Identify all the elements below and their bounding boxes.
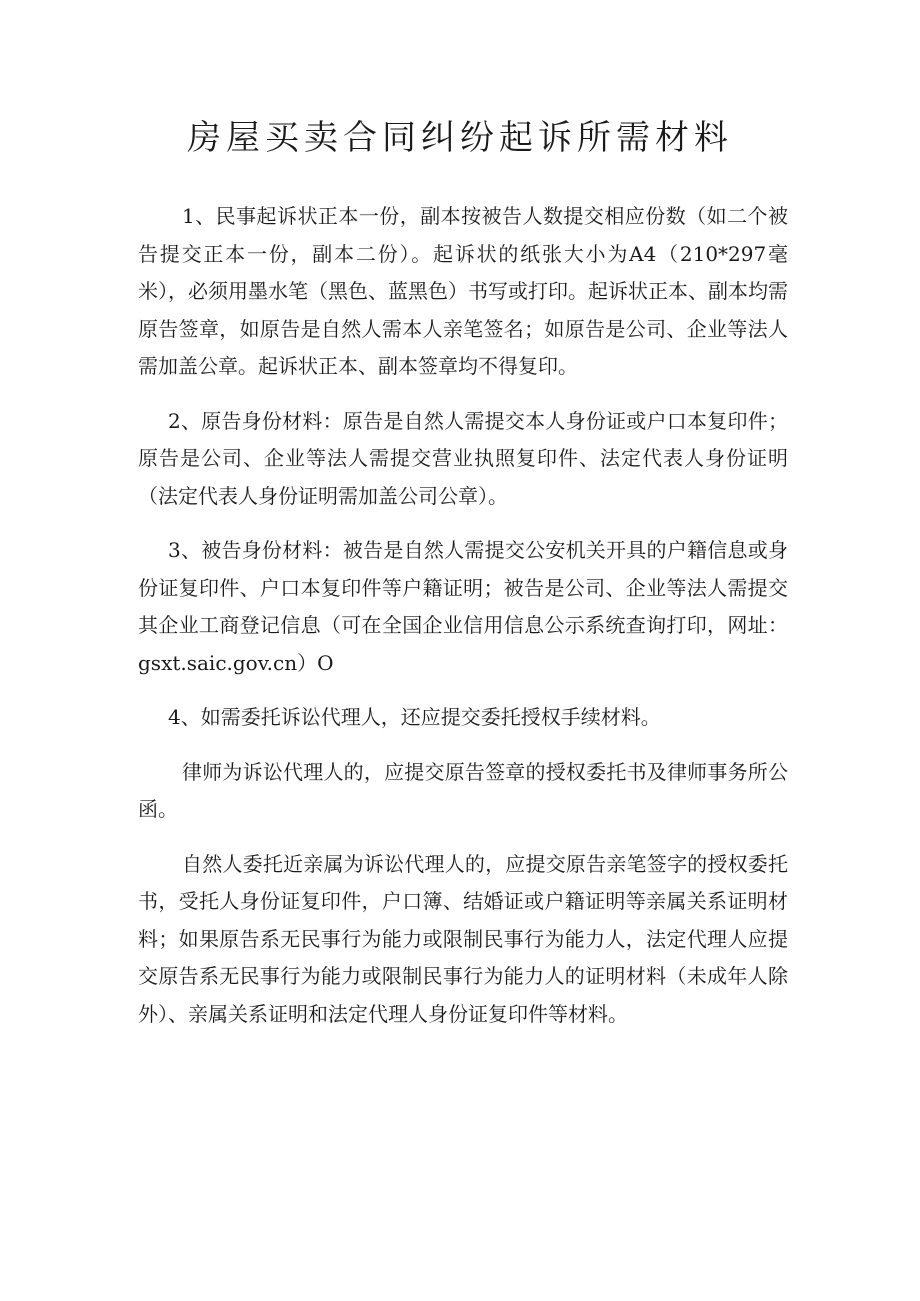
paragraph-3: 3、被告身份材料：被告是自然人需提交公安机关开具的户籍信息或身份证复印件、户口本复印件等户籍证明；被告是公司、企业等法人需提交其企业工商登记信息（可在全国企业信用信息公示系统查询打印，网址：gsxt.saic.gov.cn）O [138,538,788,675]
paragraph-6: 自然人委托近亲属为诉讼代理人的，应提交原告亲笔签字的授权委托书，受托人身份证复印件，户口簿、结婚证或户籍证明等亲属关系证明材料；如果原告系无民事行为能力或限制民事行为能力人，法定代理人应提交原告系无民事行为能力或限制民事行为能力人的证明材料（未成年人除外）、亲属关系证明和法定代理人身份证复印件等材料。 [138,851,788,1026]
document-title: 房屋买卖合同纠纷起诉所需材料 [187,118,733,158]
paragraph-5: 律师为诉讼代理人的，应提交原告签章的授权委托书及律师事务所公函。 [138,759,788,821]
paragraph-1: 1、民事起诉状正本一份，副本按被告人数提交相应份数（如二个被告提交正本一份，副本二份）。起诉状的纸张大小为A4（210*297毫米），必须用墨水笔（黑色、蓝黑色）书写或打印。起诉状正本、副本均需原告签章，如原告是自然人需本人亲笔签名；如原告是公司、企业等法人需加盖公章。起诉状正本、副本签章均不得复印。 [138,204,788,378]
paragraph-4: 4、如需委托诉讼代理人，还应提交委托授权手续材料。 [168,705,661,729]
paragraph-2: 2、原告身份材料：原告是自然人需提交本人身份证或户口本复印件；原告是公司、企业等法人需提交营业执照复印件、法定代表人身份证明（法定代表人身份证明需加盖公司公章）。 [138,408,788,508]
document-body [138,198,788,1050]
